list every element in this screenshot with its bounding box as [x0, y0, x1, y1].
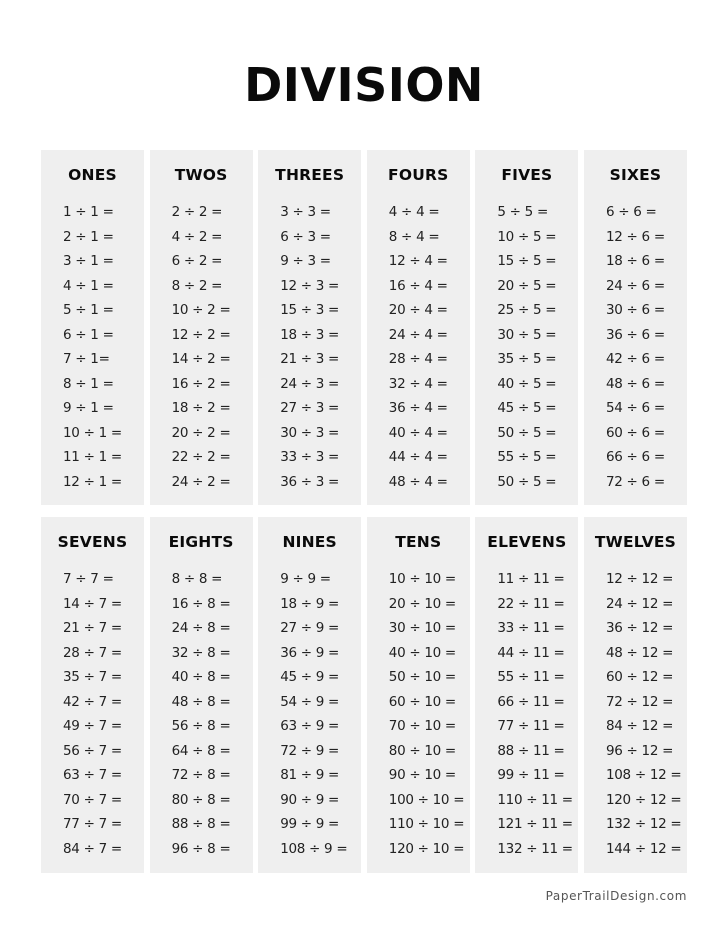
division-problem: 40 ÷ 8 = — [171, 669, 231, 685]
fact-column-tens — [367, 517, 470, 873]
division-problem: 8 ÷ 4 = — [388, 228, 440, 245]
division-problem: 5 ÷ 1 = — [63, 302, 114, 318]
division-problem: 50 ÷ 10 = — [388, 669, 456, 685]
division-problem: 18 ÷ 2 = — [171, 400, 231, 416]
column-heading: NINES — [282, 533, 337, 551]
division-problem: 84 ÷ 7 = — [63, 840, 122, 857]
problem-list — [497, 567, 572, 861]
division-problem: 90 ÷ 10 = — [388, 767, 456, 783]
division-problem: 14 ÷ 2 = — [171, 351, 231, 367]
division-problem: 8 ÷ 8 = — [171, 571, 223, 587]
division-problem: 48 ÷ 6 = — [605, 375, 665, 392]
division-problem: 90 ÷ 9 = — [280, 791, 340, 808]
column-heading: THREES — [275, 166, 345, 184]
division-problem: 42 ÷ 7 = — [63, 693, 122, 710]
division-problem: 24 ÷ 3 = — [280, 375, 340, 392]
problem-list — [389, 200, 448, 494]
column-heading: SIXES — [609, 166, 662, 184]
division-problem: 12 ÷ 12 = — [605, 571, 674, 587]
division-problem: 66 ÷ 6 = — [605, 449, 665, 465]
division-problem: 22 ÷ 2 = — [171, 449, 231, 465]
division-problem: 2 ÷ 1 = — [63, 228, 114, 245]
division-problem: 60 ÷ 6 = — [605, 424, 665, 441]
division-problem: 12 ÷ 1 = — [63, 473, 122, 490]
fact-column-eights — [150, 517, 253, 873]
division-problem: 42 ÷ 6 = — [605, 351, 665, 367]
problem-list — [497, 200, 556, 494]
division-problem: 28 ÷ 7 = — [63, 644, 122, 661]
division-problem: 25 ÷ 5 = — [497, 302, 557, 318]
division-problem: 110 ÷ 10 = — [388, 816, 465, 832]
division-problem: 110 ÷ 11 = — [497, 791, 573, 808]
division-problem: 88 ÷ 8 = — [171, 816, 231, 832]
division-problem: 56 ÷ 7 = — [63, 742, 122, 759]
division-problem: 3 ÷ 1 = — [63, 253, 114, 269]
division-problem: 50 ÷ 5 = — [497, 424, 557, 441]
division-problem: 77 ÷ 11 = — [497, 718, 565, 734]
footer-credit: PaperTrailDesign.com — [545, 889, 687, 903]
division-problem: 81 ÷ 9 = — [280, 767, 340, 783]
division-problem: 7 ÷ 7 = — [63, 571, 114, 587]
division-problem: 63 ÷ 7 = — [63, 767, 122, 783]
division-problem: 6 ÷ 6 = — [605, 204, 657, 220]
division-problem: 30 ÷ 5 = — [497, 326, 557, 343]
division-problem: 30 ÷ 3 = — [280, 424, 340, 441]
division-problem: 24 ÷ 4 = — [388, 326, 448, 343]
division-problem: 20 ÷ 2 = — [171, 424, 231, 441]
division-problem: 60 ÷ 12 = — [605, 669, 674, 685]
division-problem: 120 ÷ 12 = — [605, 791, 682, 808]
division-problem: 100 ÷ 10 = — [388, 791, 465, 808]
fact-column-twelves — [584, 517, 687, 873]
division-problem: 88 ÷ 11 = — [497, 742, 565, 759]
division-problem: 132 ÷ 11 = — [497, 840, 573, 857]
division-problem: 66 ÷ 11 = — [497, 693, 565, 710]
division-problem: 33 ÷ 11 = — [497, 620, 565, 636]
division-problem: 12 ÷ 4 = — [388, 253, 448, 269]
division-problem: 40 ÷ 10 = — [388, 644, 456, 661]
division-problem: 10 ÷ 2 = — [171, 302, 231, 318]
division-problem: 77 ÷ 7 = — [63, 816, 122, 832]
division-problem: 18 ÷ 9 = — [280, 595, 340, 612]
division-problem: 108 ÷ 12 = — [605, 767, 682, 783]
division-problem: 2 ÷ 2 = — [171, 204, 223, 220]
division-problem: 64 ÷ 8 = — [171, 742, 231, 759]
division-problem: 12 ÷ 6 = — [605, 228, 665, 245]
division-problem: 15 ÷ 3 = — [280, 302, 340, 318]
division-problem: 30 ÷ 10 = — [388, 620, 456, 636]
division-problem: 35 ÷ 7 = — [63, 669, 122, 685]
fact-column-sixes — [584, 150, 687, 505]
problem-list — [280, 567, 347, 861]
division-problem: 54 ÷ 9 = — [280, 693, 340, 710]
problem-list — [606, 200, 665, 494]
division-problem: 45 ÷ 9 = — [280, 669, 340, 685]
division-problem: 22 ÷ 11 = — [497, 595, 565, 612]
division-problem: 4 ÷ 2 = — [171, 228, 223, 245]
page-title: DIVISION — [244, 58, 484, 112]
division-problem: 80 ÷ 8 = — [171, 791, 231, 808]
division-problem: 132 ÷ 12 = — [605, 816, 682, 832]
division-problem: 99 ÷ 11 = — [497, 767, 565, 783]
division-problem: 20 ÷ 10 = — [388, 595, 456, 612]
fact-column-elevens — [475, 517, 578, 873]
division-problem: 9 ÷ 1 = — [63, 400, 114, 416]
division-problem: 72 ÷ 12 = — [605, 693, 674, 710]
division-problem: 10 ÷ 10 = — [388, 571, 456, 587]
division-problem: 36 ÷ 9 = — [280, 644, 340, 661]
division-problem: 144 ÷ 12 = — [605, 840, 682, 857]
division-problem: 49 ÷ 7 = — [63, 718, 122, 734]
division-problem: 48 ÷ 12 = — [605, 644, 674, 661]
fact-column-threes — [258, 150, 361, 505]
division-problem: 8 ÷ 1 = — [63, 375, 114, 392]
division-problem: 6 ÷ 1 = — [63, 326, 114, 343]
column-heading: TENS — [395, 533, 442, 551]
division-problem: 1 ÷ 1 = — [63, 204, 114, 220]
division-problem: 84 ÷ 12 = — [605, 718, 674, 734]
division-problem: 63 ÷ 9 = — [280, 718, 340, 734]
division-problem: 3 ÷ 3 = — [280, 204, 331, 220]
division-problem: 24 ÷ 12 = — [605, 595, 674, 612]
division-problem: 6 ÷ 2 = — [171, 253, 223, 269]
division-problem: 56 ÷ 8 = — [171, 718, 231, 734]
division-problem: 44 ÷ 4 = — [388, 449, 448, 465]
division-problem: 14 ÷ 7 = — [63, 595, 122, 612]
division-problem: 21 ÷ 7 = — [63, 620, 122, 636]
division-problem: 10 ÷ 1 = — [63, 424, 122, 441]
column-heading: ELEVENS — [487, 533, 567, 551]
column-heading: ONES — [68, 166, 117, 184]
column-heading: TWOS — [174, 166, 228, 184]
problem-list — [172, 200, 231, 494]
problem-list — [389, 567, 464, 861]
division-problem: 24 ÷ 6 = — [605, 277, 665, 294]
division-problem: 20 ÷ 4 = — [388, 302, 448, 318]
division-problem: 36 ÷ 3 = — [280, 473, 340, 490]
division-problem: 48 ÷ 8 = — [171, 693, 231, 710]
division-problem: 18 ÷ 6 = — [605, 253, 665, 269]
division-problem: 11 ÷ 11 = — [497, 571, 565, 587]
fact-column-twos — [150, 150, 253, 505]
division-problem: 16 ÷ 4 = — [388, 277, 448, 294]
division-grid-bottom — [41, 517, 687, 873]
division-problem: 12 ÷ 2 = — [171, 326, 231, 343]
division-problem: 16 ÷ 2 = — [171, 375, 231, 392]
division-problem: 60 ÷ 10 = — [388, 693, 456, 710]
division-problem: 27 ÷ 3 = — [280, 400, 340, 416]
division-problem: 121 ÷ 11 = — [497, 816, 573, 832]
division-problem: 50 ÷ 5 = — [497, 473, 557, 490]
column-heading: FIVES — [501, 166, 553, 184]
fact-column-fives — [475, 150, 578, 505]
division-problem: 72 ÷ 6 = — [605, 473, 665, 490]
division-problem: 24 ÷ 8 = — [171, 620, 231, 636]
division-problem: 36 ÷ 4 = — [388, 400, 448, 416]
division-problem: 16 ÷ 8 = — [171, 595, 231, 612]
division-problem: 21 ÷ 3 = — [280, 351, 340, 367]
division-problem: 10 ÷ 5 = — [497, 228, 557, 245]
division-problem: 24 ÷ 2 = — [171, 473, 231, 490]
problem-list — [63, 200, 122, 494]
column-heading: EIGHTS — [168, 533, 234, 551]
division-problem: 36 ÷ 6 = — [605, 326, 665, 343]
fact-column-nines — [258, 517, 361, 873]
problem-list — [606, 567, 681, 861]
division-problem: 48 ÷ 4 = — [388, 473, 448, 490]
fact-column-ones — [41, 150, 144, 505]
column-heading: FOURS — [388, 166, 449, 184]
division-problem: 20 ÷ 5 = — [497, 277, 557, 294]
division-problem: 4 ÷ 4 = — [388, 204, 440, 220]
division-problem: 40 ÷ 4 = — [388, 424, 448, 441]
division-problem: 9 ÷ 9 = — [280, 571, 331, 587]
division-problem: 108 ÷ 9 = — [280, 840, 348, 857]
division-problem: 6 ÷ 3 = — [280, 228, 331, 245]
division-problem: 70 ÷ 7 = — [63, 791, 122, 808]
division-problem: 9 ÷ 3 = — [280, 253, 331, 269]
problem-list — [172, 567, 231, 861]
problem-list — [280, 200, 339, 494]
division-problem: 40 ÷ 5 = — [497, 375, 557, 392]
division-problem: 55 ÷ 5 = — [497, 449, 557, 465]
division-problem: 7 ÷ 1= — [63, 351, 110, 367]
division-problem: 96 ÷ 12 = — [605, 742, 674, 759]
division-problem: 11 ÷ 1 = — [63, 449, 122, 465]
fact-column-sevens — [41, 517, 144, 873]
division-problem: 54 ÷ 6 = — [605, 400, 665, 416]
division-problem: 36 ÷ 12 = — [605, 620, 674, 636]
division-problem: 32 ÷ 4 = — [388, 375, 448, 392]
division-problem: 45 ÷ 5 = — [497, 400, 557, 416]
division-problem: 15 ÷ 5 = — [497, 253, 557, 269]
column-heading: SEVENS — [57, 533, 128, 551]
division-grid-top — [41, 150, 687, 505]
division-problem: 30 ÷ 6 = — [605, 302, 665, 318]
division-problem: 32 ÷ 8 = — [171, 644, 231, 661]
division-problem: 33 ÷ 3 = — [280, 449, 340, 465]
division-problem: 70 ÷ 10 = — [388, 718, 456, 734]
division-problem: 55 ÷ 11 = — [497, 669, 565, 685]
fact-column-fours — [367, 150, 470, 505]
column-heading: TWELVES — [594, 533, 677, 551]
division-problem: 80 ÷ 10 = — [388, 742, 456, 759]
division-problem: 12 ÷ 3 = — [280, 277, 340, 294]
division-problem: 120 ÷ 10 = — [388, 840, 465, 857]
division-problem: 5 ÷ 5 = — [497, 204, 548, 220]
division-problem: 96 ÷ 8 = — [171, 840, 231, 857]
division-problem: 4 ÷ 1 = — [63, 277, 114, 294]
problem-list — [63, 567, 122, 861]
division-problem: 18 ÷ 3 = — [280, 326, 340, 343]
division-problem: 72 ÷ 9 = — [280, 742, 340, 759]
division-problem: 44 ÷ 11 = — [497, 644, 565, 661]
division-problem: 35 ÷ 5 = — [497, 351, 557, 367]
division-problem: 28 ÷ 4 = — [388, 351, 448, 367]
division-problem: 72 ÷ 8 = — [171, 767, 231, 783]
division-problem: 8 ÷ 2 = — [171, 277, 223, 294]
division-problem: 27 ÷ 9 = — [280, 620, 340, 636]
division-problem: 99 ÷ 9 = — [280, 816, 340, 832]
